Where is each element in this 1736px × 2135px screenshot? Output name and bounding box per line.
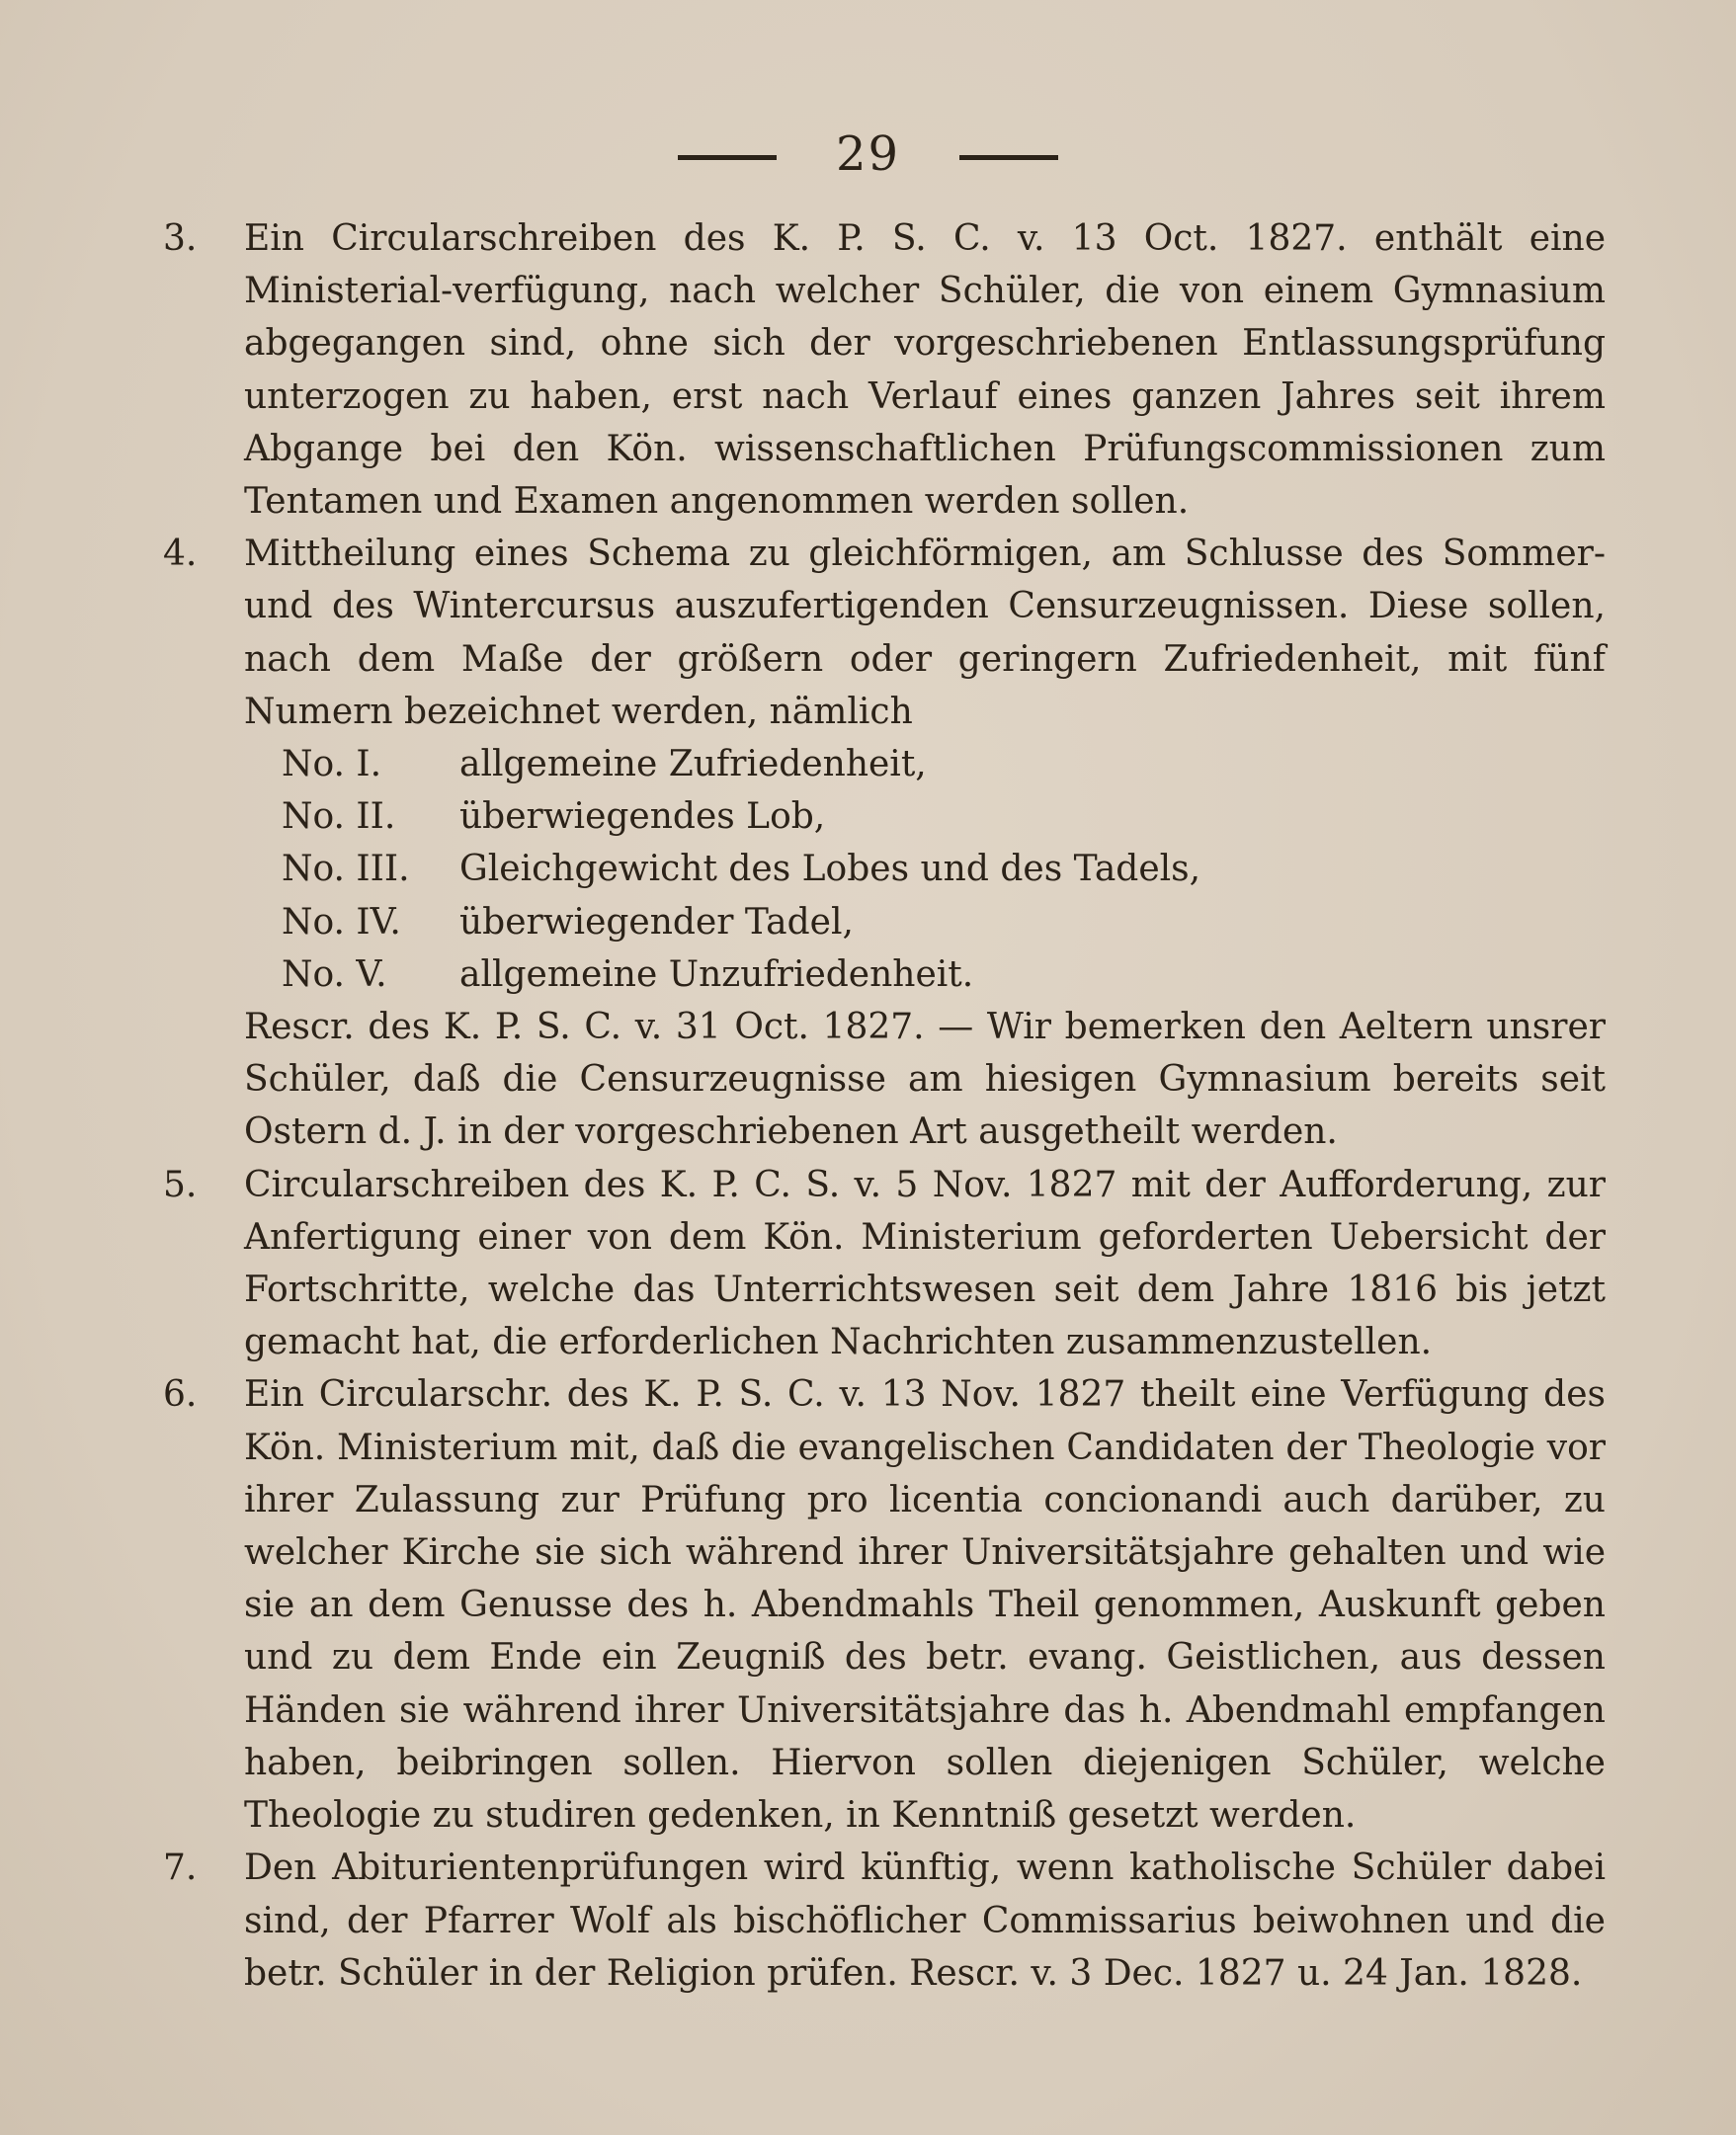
item-text: Mittheilung eines Schema zu gleichförmigen, am Schlusse des Sommer- und des Wintercursus auszufertigenden Censurzeugnissen. Diese sollen, nach dem Maße der größern oder geringern Zufriedenheit, mit fünf Numern bezeichnet werden, nämlich (244, 534, 1606, 732)
list-item (163, 528, 1606, 738)
list-item (163, 1159, 1606, 1369)
item-number: 7. (163, 1848, 198, 1889)
grade-row (282, 896, 1606, 948)
grade-number: No. II. (282, 796, 396, 838)
grade-text: Gleichgewicht des Lobes und des Tadels, (459, 849, 1201, 890)
item-text: Ein Circularschreiben des K. P. S. C. v. 13 Oct. 1827. enthält eine Ministerial-verfügung, nach welcher Schüler, die von einem Gymnasium abgegangen sind, ohne sich der vorgeschriebenen Entlassungsprüfung unterzogen zu haben, erst nach Verlauf eines ganzen Jahres seit ihrem Abgange bei den Kön. wissenschaftlichen Prüfungscommissionen zum Tentamen und Examen angenommen werden sollen. (244, 218, 1606, 523)
grade-text: allgemeine Unzufriedenheit. (459, 953, 974, 995)
item-text: Den Abiturientenprüfungen wird künftig, wenn katholische Schüler dabei sind, der Pfarrer Wolf als bischöflicher Commissarius beiwohnen und die betr. Schüler in der Religion prüfen. Rescr. v. 3 Dec. 1827 u. 24 Jan. 1828. (244, 1848, 1606, 1994)
grade-list (163, 738, 1606, 1001)
list-item (163, 1368, 1606, 1842)
grade-row (282, 790, 1606, 843)
header-rule-left (678, 155, 777, 160)
grade-text: überwiegender Tadel, (459, 901, 854, 943)
item-number: 4. (163, 534, 198, 575)
grade-text: überwiegendes Lob, (459, 796, 826, 838)
header-rule-right (959, 155, 1058, 160)
page-header (0, 126, 1736, 182)
list-item (163, 212, 1606, 528)
grade-text: allgemeine Zufriedenheit, (459, 744, 927, 785)
page-body (163, 212, 1606, 2000)
grade-number: No. V. (282, 953, 387, 995)
grade-row (282, 948, 1606, 1001)
grade-number: No. I. (282, 744, 382, 785)
item-number: 3. (163, 218, 198, 259)
item-text: Ein Circularschr. des K. P. S. C. v. 13 Nov. 1827 theilt eine Verfügung des Kön. Ministerium mit, daß die evangelischen Candidaten der Theologie vor ihrer Zulassung zur Prüfung pro licentia concionandi auch darüber, zu welcher Kirche sie sich während ihrer Universitätsjahre gehalten und wie sie an dem Genusse des h. Abendmahls Theil genommen, Auskunft geben und zu dem Ende ein Zeugniß des betr. evang. Geistlichen, aus dessen Händen sie während ihrer Universitätsjahre das h. Abendmahl empfangen haben, beibringen sollen. Hiervon sollen diejenigen Schüler, welche Theologie zu studiren gedenken, in Kenntniß gesetzt werden. (244, 1374, 1606, 1837)
item-text: Circularschreiben des K. P. C. S. v. 5 Nov. 1827 mit der Aufforderung, zur Anfertigung einer von dem Kön. Ministerium geforderten Uebersicht der Fortschritte, welche das Unterrichtswesen seit dem Jahre 1816 bis jetzt gemacht hat, die erforderlichen Nachrichten zusammenzustellen. (244, 1164, 1606, 1363)
grade-number: No. IV. (282, 901, 401, 943)
grade-number: No. III. (282, 849, 410, 890)
item-number: 5. (163, 1164, 198, 1205)
grade-row (282, 843, 1606, 895)
item-number: 6. (163, 1374, 198, 1416)
page-number: 29 (835, 126, 901, 182)
grade-row (282, 738, 1606, 790)
list-item (163, 1842, 1606, 2000)
item-4-continuation: Rescr. des K. P. S. C. v. 31 Oct. 1827. — Wir bemerken den Aeltern unsrer Schüler, daß die Censurzeugnisse am hiesigen Gymnasium bereits seit Ostern d. J. in der vorgeschriebenen Art ausgetheilt werden. (244, 1007, 1606, 1153)
